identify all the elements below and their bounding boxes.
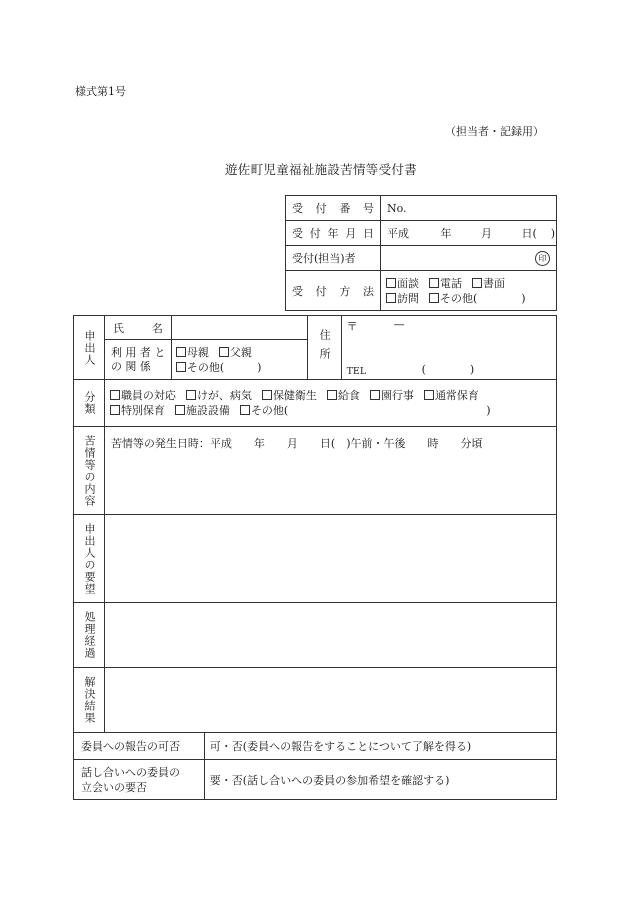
meeting-field[interactable]: 要・否(話し合いへの委員の参加希望を確認する) — [204, 760, 556, 800]
tel-paren: ( ) — [421, 363, 475, 376]
address-label: 住所 — [307, 316, 341, 380]
page-title: 遊佐町児童福祉施設苦情等受付書 — [225, 162, 418, 177]
relation-option[interactable]: 母親 — [176, 346, 209, 359]
report-label: 委員への報告の可否 — [74, 733, 205, 760]
usage-note: （担当者・記録用） — [445, 125, 544, 138]
process-section-label: 処理経過 — [74, 603, 105, 668]
method-option[interactable]: 訪問 — [386, 292, 419, 305]
name-field[interactable] — [171, 316, 307, 340]
tel-label: TEL — [346, 366, 367, 377]
receipt-method-label: 受 付 方 法 — [286, 271, 381, 311]
checkbox-icon — [386, 278, 396, 288]
checkbox-icon — [262, 390, 272, 400]
receipt-date-field[interactable]: 平成 年 月 日( ) — [381, 221, 557, 246]
address-field[interactable] — [341, 316, 556, 380]
resolution-section-label: 解決結果 — [74, 668, 105, 733]
relation-label: 利 用 者 と の 関 係 — [104, 340, 171, 380]
request-field[interactable] — [104, 515, 556, 603]
method-option[interactable]: その他( ) — [429, 292, 526, 305]
method-option[interactable]: 書面 — [472, 277, 505, 290]
classification-section-label: 分類 — [74, 380, 105, 427]
checkbox-icon — [219, 347, 229, 357]
receipt-person-field[interactable] — [381, 246, 557, 271]
checkbox-icon — [240, 405, 250, 415]
report-field[interactable]: 可・否(委員への報告をすることについて了解を得る) — [204, 733, 556, 760]
receipt-number-label: 受 付 番 号 — [286, 196, 381, 221]
postal-dash: — — [393, 318, 405, 331]
method-option[interactable]: 面談 — [386, 277, 419, 290]
checkbox-icon — [186, 390, 196, 400]
request-section-label: 申出人の要望 — [74, 515, 105, 603]
process-field[interactable] — [104, 603, 556, 668]
checkbox-icon — [327, 390, 337, 400]
checkbox-icon — [176, 347, 186, 357]
name-label: 氏 名 — [104, 316, 171, 340]
checkbox-icon — [386, 293, 396, 303]
classification-option[interactable]: けが、病気 — [186, 389, 252, 402]
postal-mark: 〒 — [346, 320, 358, 333]
relation-options — [171, 340, 307, 380]
occurrence-datetime: 苦情等の発生日時：平成 年 月 日( )午前・午後 時 分頃 — [110, 437, 483, 450]
classification-option[interactable]: 保健衛生 — [262, 389, 317, 402]
classification-option[interactable]: 給食 — [327, 389, 360, 402]
content-section-label: 苦情等の内容 — [74, 427, 105, 515]
receipt-date-label: 受 付 年 月 日 — [286, 221, 381, 246]
method-option[interactable]: 電話 — [429, 277, 462, 290]
receipt-person-label: 受付(担当)者 — [286, 246, 381, 271]
classification-option[interactable]: その他( ) — [240, 404, 491, 417]
checkbox-icon — [110, 390, 120, 400]
relation-option[interactable]: 父親 — [219, 346, 252, 359]
receipt-method-options — [381, 271, 557, 311]
classification-option[interactable]: 園行事 — [370, 389, 414, 402]
seal-icon: 印 — [535, 251, 550, 266]
classification-options — [104, 380, 556, 427]
receipt-number-field[interactable]: No. — [381, 196, 557, 221]
form-number: 様式第1号 — [75, 85, 126, 98]
classification-option[interactable]: 特別保育 — [110, 404, 165, 417]
content-field[interactable] — [104, 427, 556, 515]
classification-option[interactable]: 職員の対応 — [110, 389, 176, 402]
meeting-label: 話し合いへの委員の 立会いの要否 — [74, 760, 205, 800]
checkbox-icon — [429, 278, 439, 288]
resolution-field[interactable] — [104, 668, 556, 733]
classification-option[interactable]: 施設設備 — [175, 404, 230, 417]
main-form-table — [73, 315, 557, 800]
checkbox-icon — [176, 362, 186, 372]
checkbox-icon — [429, 293, 439, 303]
checkbox-icon — [175, 405, 185, 415]
receipt-table — [285, 195, 557, 311]
checkbox-icon — [110, 405, 120, 415]
complainant-section-label: 申出人 — [74, 316, 105, 380]
relation-option[interactable]: その他( ) — [176, 361, 262, 374]
checkbox-icon — [370, 390, 380, 400]
classification-option[interactable]: 通常保育 — [424, 389, 479, 402]
checkbox-icon — [424, 390, 434, 400]
checkbox-icon — [472, 278, 482, 288]
